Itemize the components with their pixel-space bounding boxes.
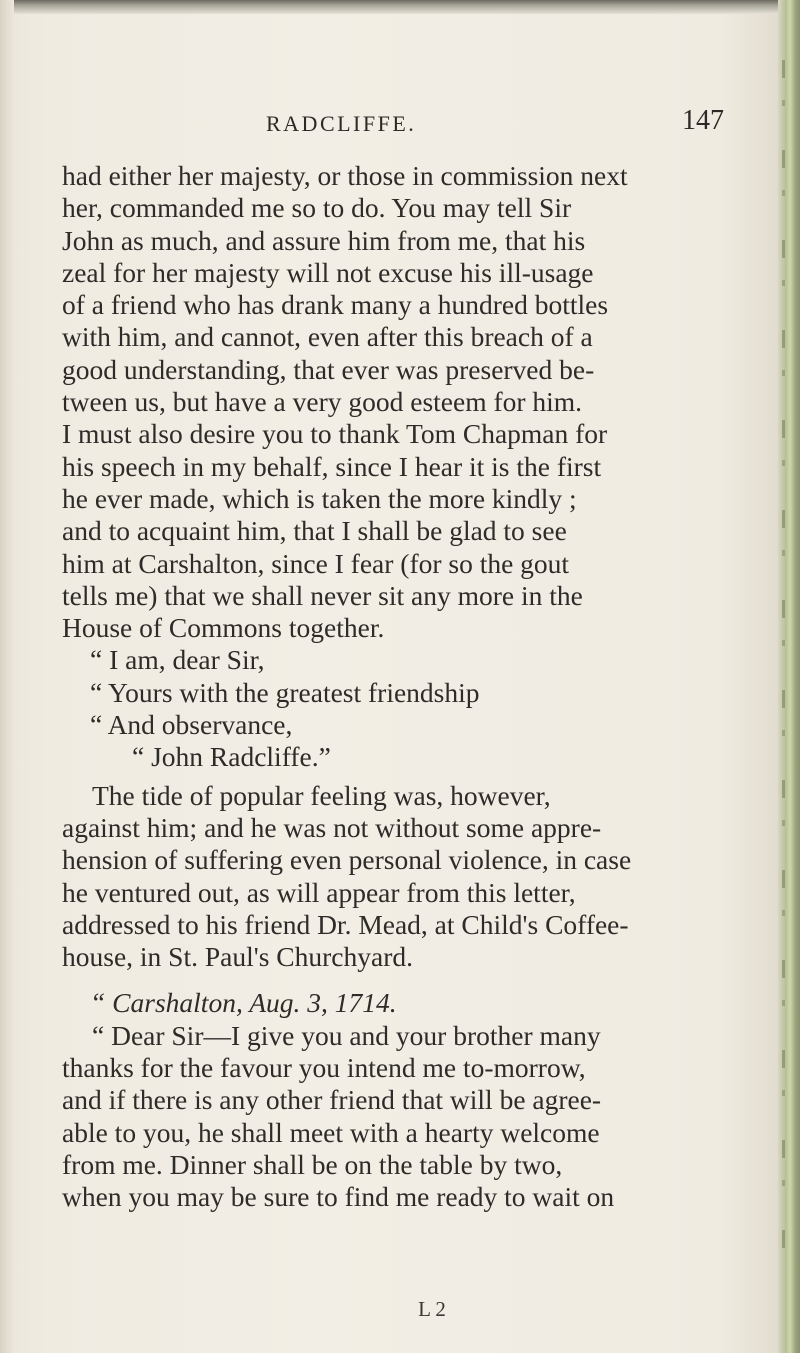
text-line: his speech in my behalf, since I hear it is the first [62, 450, 602, 482]
text-line: I must also desire you to thank Tom Chapman for [62, 418, 608, 450]
text-line: addressed to his friend Dr. Mead, at Child's Coffee- [62, 908, 629, 940]
text-line: he ever made, which is taken the more kindly ; [62, 482, 577, 514]
signature-mark: L 2 [418, 1297, 446, 1321]
text-line: thanks for the favour you intend me to-morrow, [62, 1052, 586, 1084]
text-line: good understanding, that ever was preserved be- [62, 353, 595, 385]
letter-closing: “ Yours with the greatest friendship [90, 676, 480, 708]
text-line: House of Commons together. [62, 612, 385, 644]
running-head: RADCLIFFE. [266, 111, 417, 136]
text-line: had either her majesty, or those in commission next [62, 160, 628, 191]
text-line: him at Carshalton, since I fear (for so the gout [62, 547, 570, 579]
text-line: house, in St. Paul's Churchyard. [62, 941, 413, 973]
text-line: he ventured out, as will appear from this letter, [62, 876, 576, 908]
text-line: able to you, he shall meet with a hearty welcome [62, 1116, 600, 1148]
text-line: zeal for her majesty will not excuse his ill-usage [62, 256, 594, 288]
letter-closing: “ And observance, [90, 709, 293, 741]
text-line: and if there is any other friend that will be agree- [62, 1084, 602, 1116]
page-left-edge [0, 0, 14, 1353]
text-line: The tide of popular feeling was, however, [92, 779, 551, 811]
text-line: with him, and cannot, even after this breach of a [62, 321, 593, 353]
text-line: hension of suffering even personal violence, in case [62, 844, 632, 876]
text-line: her, commanded me so to do. You may tell Sir [62, 192, 572, 224]
text-line: and to acquaint him, that I shall be glad to see [62, 515, 567, 547]
text-line: tween us, but have a very good esteem for him. [62, 386, 583, 418]
letter-closing: “ I am, dear Sir, [90, 644, 265, 676]
page-header [60, 105, 724, 151]
text-line: against him; and he was not without some appre- [62, 811, 602, 843]
text-line: “ Dear Sir—I give you and your brother many [92, 1019, 601, 1051]
body-text [62, 160, 738, 1214]
page-number: 147 [682, 105, 724, 136]
text-line: from me. Dinner shall be on the table by two, [62, 1148, 563, 1180]
text-line: when you may be sure to find me ready to wait on [62, 1181, 615, 1213]
text-line: John as much, and assure him from me, that his [62, 224, 586, 256]
text-line: of a friend who has drank many a hundred bottles [62, 289, 609, 321]
book-spine-edge [778, 0, 800, 1353]
letter-dateline: “ Carshalton, Aug. 3, 1714. [90, 987, 397, 1019]
page-top-edge [0, 0, 800, 14]
text-line: tells me) that we shall never sit any more in the [62, 579, 583, 611]
letter-signature: “ John Radcliffe.” [132, 741, 331, 773]
